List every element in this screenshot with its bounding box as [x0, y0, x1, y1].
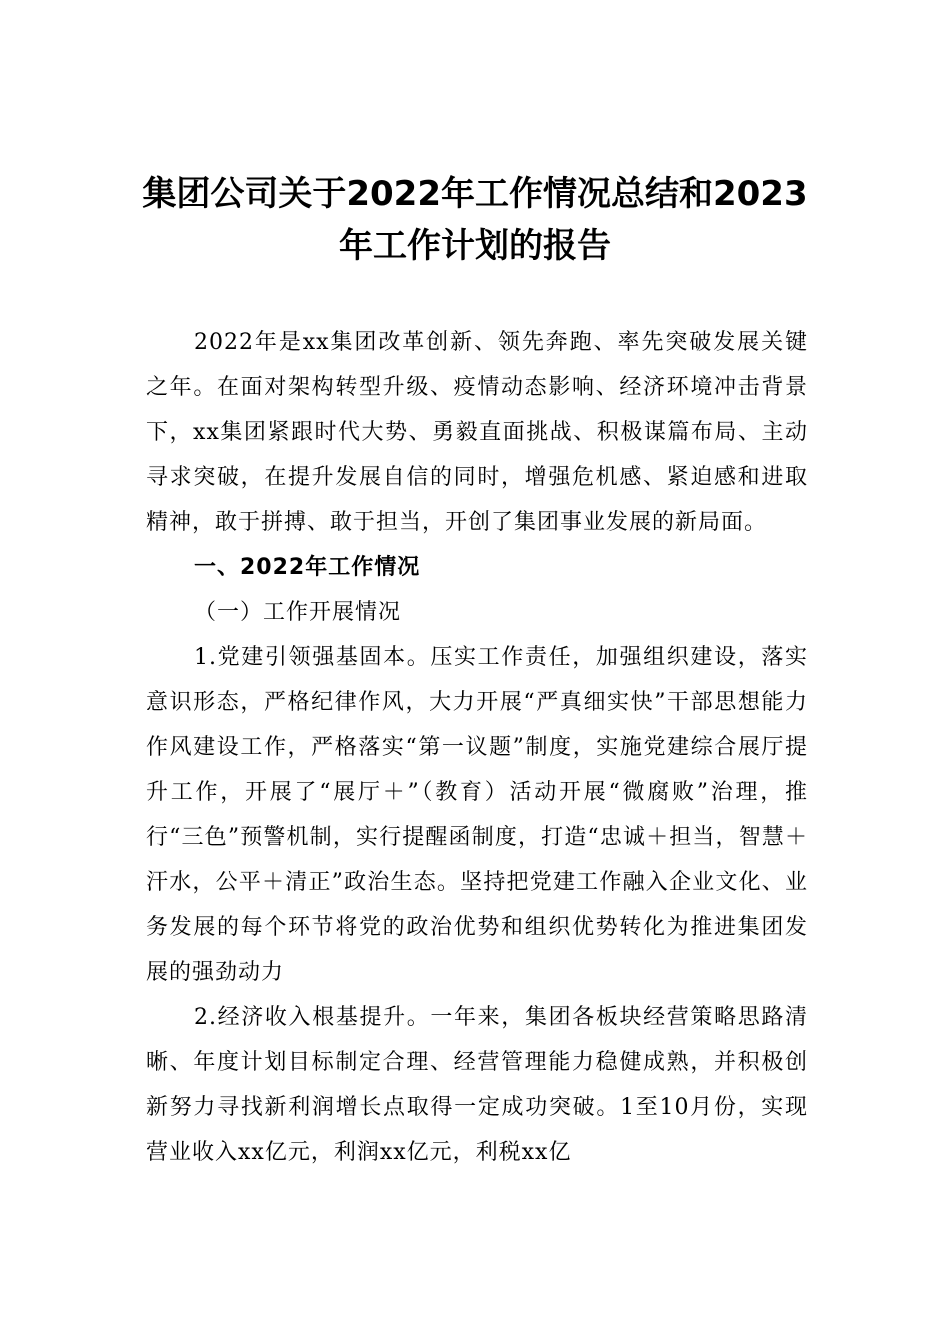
section-heading: 一、2022年工作情况	[194, 555, 421, 580]
document-body	[146, 320, 808, 1175]
title-line-2: 年工作计划的报告	[339, 226, 611, 266]
paragraph-item-1: 1.党建引领强基固本。压实工作责任，加强组织建设，落实意识形态，严格纪律作风，大力开展“严真细实快”干部思想能力作风建设工作，严格落实“第一议题”制度，实施党建综合展厅提升工作，开展了“展厅＋”（教育）活动开展“微腐败”治理，推行“三色”预警机制，实行提醒函制度，打造“忠诚＋担当，智慧＋汗水，公平＋清正”政治生态。坚持把党建工作融入企业文化、业务发展的每个环节将党的政治优势和组织优势转化为推进集团发展的强劲动力	[146, 645, 808, 985]
subsection-heading: （一）工作开展情况	[194, 600, 402, 625]
document-title	[120, 168, 830, 272]
intro-paragraph: 2022年是xx集团改革创新、领先奔跑、率先突破发展关键之年。在面对架构转型升级、疫情动态影响、经济环境冲击背景下，xx集团紧跟时代大势、勇毅直面挑战、积极谋篇布局、主动寻求突破，在提升发展自信的同时，增强危机感、紧迫感和进取精神，敢于拼搏、敢于担当，开创了集团事业发展的新局面。	[146, 330, 808, 535]
paragraph-item-2: 2.经济收入根基提升。一年来，集团各板块经营策略思路清晰、年度计划目标制定合理、经营管理能力稳健成熟，并积极创新努力寻找新利润增长点取得一定成功突破。1至10月份，实现营业收入xx亿元，利润xx亿元，利税xx亿	[146, 1005, 808, 1165]
title-line-1: 集团公司关于2022年工作情况总结和2023	[142, 174, 808, 214]
